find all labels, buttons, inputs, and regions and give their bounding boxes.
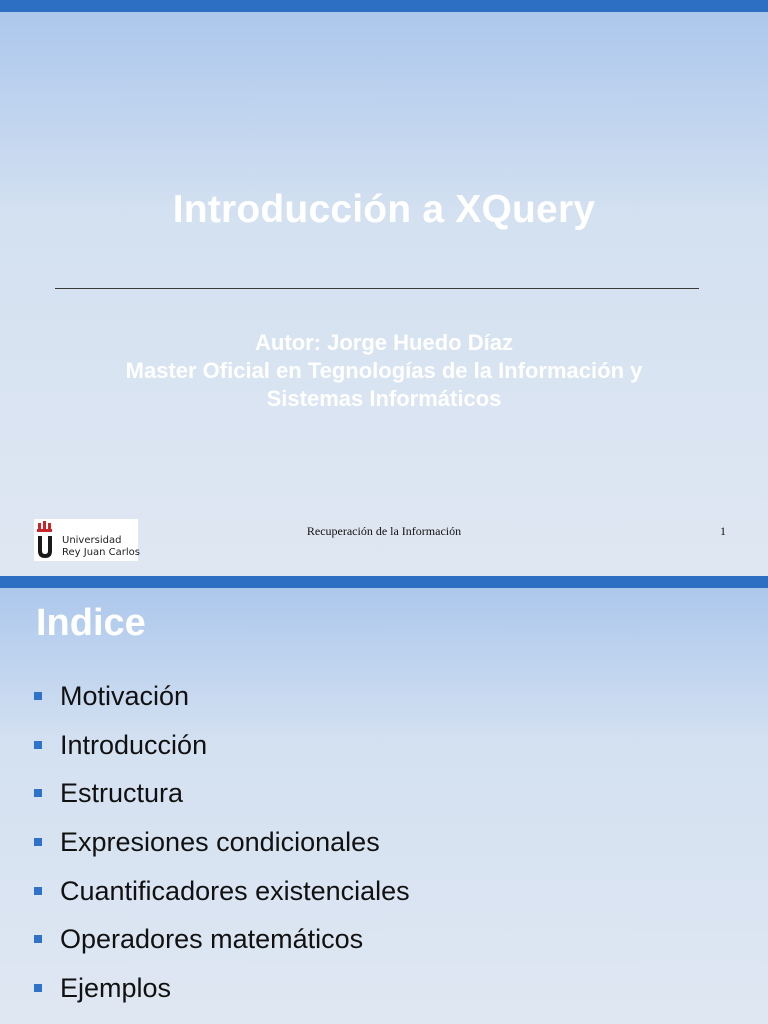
list-item-label: Introducción <box>60 729 208 760</box>
list-item-label: Estructura <box>60 778 184 809</box>
bullet-icon <box>34 741 42 749</box>
slide-2 <box>0 576 768 1024</box>
logo-line-1: Universidad <box>62 535 122 546</box>
slide-top-bar <box>0 0 768 12</box>
list-item-label: Cuantificadores existenciales <box>60 875 410 906</box>
bullet-icon <box>34 789 42 797</box>
list-item-label: Motivación <box>60 681 190 711</box>
slide-footer-title: Recuperación de la Información <box>306 524 462 538</box>
bullet-icon <box>34 984 42 992</box>
subtitle-line-systems: Sistemas Informáticos <box>266 386 502 411</box>
slide-title: Introducción a XQuery <box>172 188 596 231</box>
list-item-label: Operadores matemáticos <box>60 924 364 955</box>
bullet-icon <box>34 692 42 700</box>
slide-subtitle <box>0 329 768 413</box>
subtitle-line-master: Master Oficial en Tegnologías de la Información y <box>125 358 643 383</box>
list-item-label: Expresiones condicionales <box>60 827 380 858</box>
slide-page-number: 1 <box>720 524 726 538</box>
bullet-icon <box>34 935 42 943</box>
slide-top-bar <box>0 576 768 588</box>
slide-title: Indice <box>36 602 146 644</box>
subtitle-line-author: Autor: Jorge Huedo Díaz <box>255 330 513 355</box>
bullet-icon <box>34 838 42 846</box>
logo-line-2: Rey Juan Carlos <box>62 547 141 558</box>
bullet-icon <box>34 887 42 895</box>
list-item-label: Ejemplos <box>60 973 172 1004</box>
title-divider <box>55 288 699 289</box>
